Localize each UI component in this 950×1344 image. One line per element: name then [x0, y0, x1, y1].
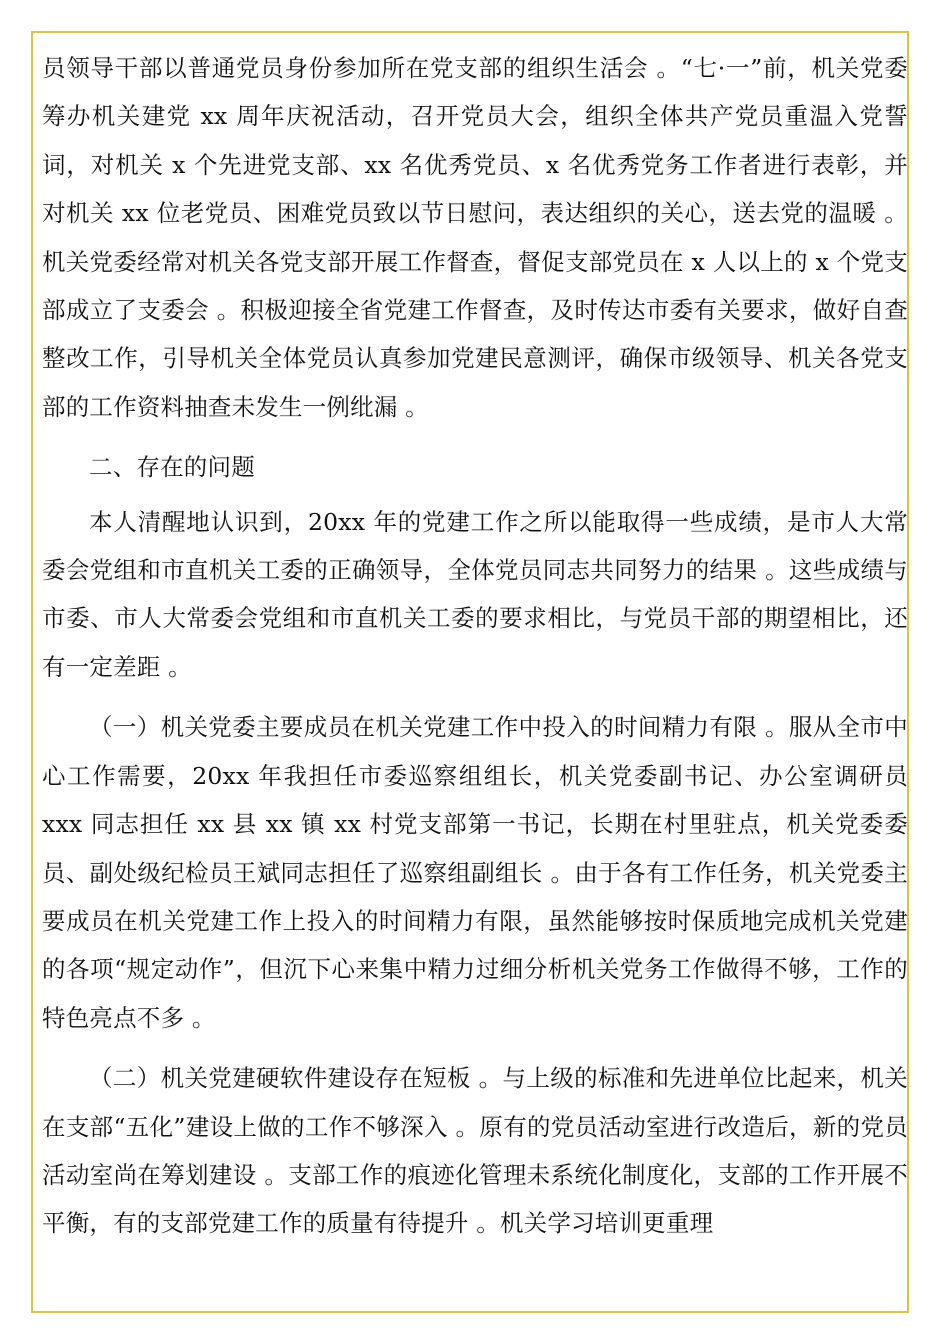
section-heading: 二、存在的问题: [89, 453, 255, 482]
document-body: [42, 44, 908, 1248]
paragraph-issue-1: （一）机关党委主要成员在机关党建工作中投入的时间精力有限 。服从全市中心工作需要，20xx 年我担任市委巡察组组长，机关党委副书记、办公室调研员 xxx 同志担任 xx 县 xx 镇 xx 村党支部第一书记，长期在村里驻点，机关党委委员、副处级纪检员王斌同志担任了巡察组副组长 。由于各有工作任务，机关党委主要成员在机关党建工作上投入的时间精力有限，虽然能够按时保质地完成机关党建的各项“规定动作”，但沉下心来集中精力过细分析机关党务工作做得不够，工作的特色亮点不多 。: [42, 713, 908, 1032]
paragraph-issue-2: （二）机关党建硬软件建设存在短板 。与上级的标准和先进单位比起来，机关在支部“五化”建设上做的工作不够深入 。原有的党员活动室进行改造后，新的党员活动室尚在筹划建设 。支部工作的痕迹化管理未系统化制度化，支部的工作开展不平衡，有的支部党建工作的质量有待提升 。机关学习培训更重理: [42, 1064, 908, 1238]
paragraph-continuation: 员领导干部以普通党员身份参加所在党支部的组织生活会 。“七·一”前，机关党委筹办机关建党 xx 周年庆祝活动，召开党员大会，组织全体共产党员重温入党誓词，对机关 x 个先进党支部、xx 名优秀党员、x 名优秀党务工作者进行表彰，并对机关 xx 位老党员、困难党员致以节日慰问，表达组织的关心，送去党的温暖 。机关党委经常对机关各党支部开展工作督查，督促支部党员在 x 人以上的 x 个党支部成立了支委会 。积极迎接全省党建工作督查，及时传达市委有关要求，做好自查整改工作，引导机关全体党员认真参加党建民意测评，确保市级领导、机关各党支部的工作资料抽查未发生一例纰漏 。: [42, 54, 908, 421]
paragraph-intro: 本人清醒地认识到，20xx 年的党建工作之所以能取得一些成绩，是市人大常委会党组和市直机关工委的正确领导，全体党员同志共同努力的结果 。这些成绩与市委、市人大常委会党组和市直机关工委的要求相比，与党员干部的期望相比，还有一定差距 。: [42, 507, 908, 681]
